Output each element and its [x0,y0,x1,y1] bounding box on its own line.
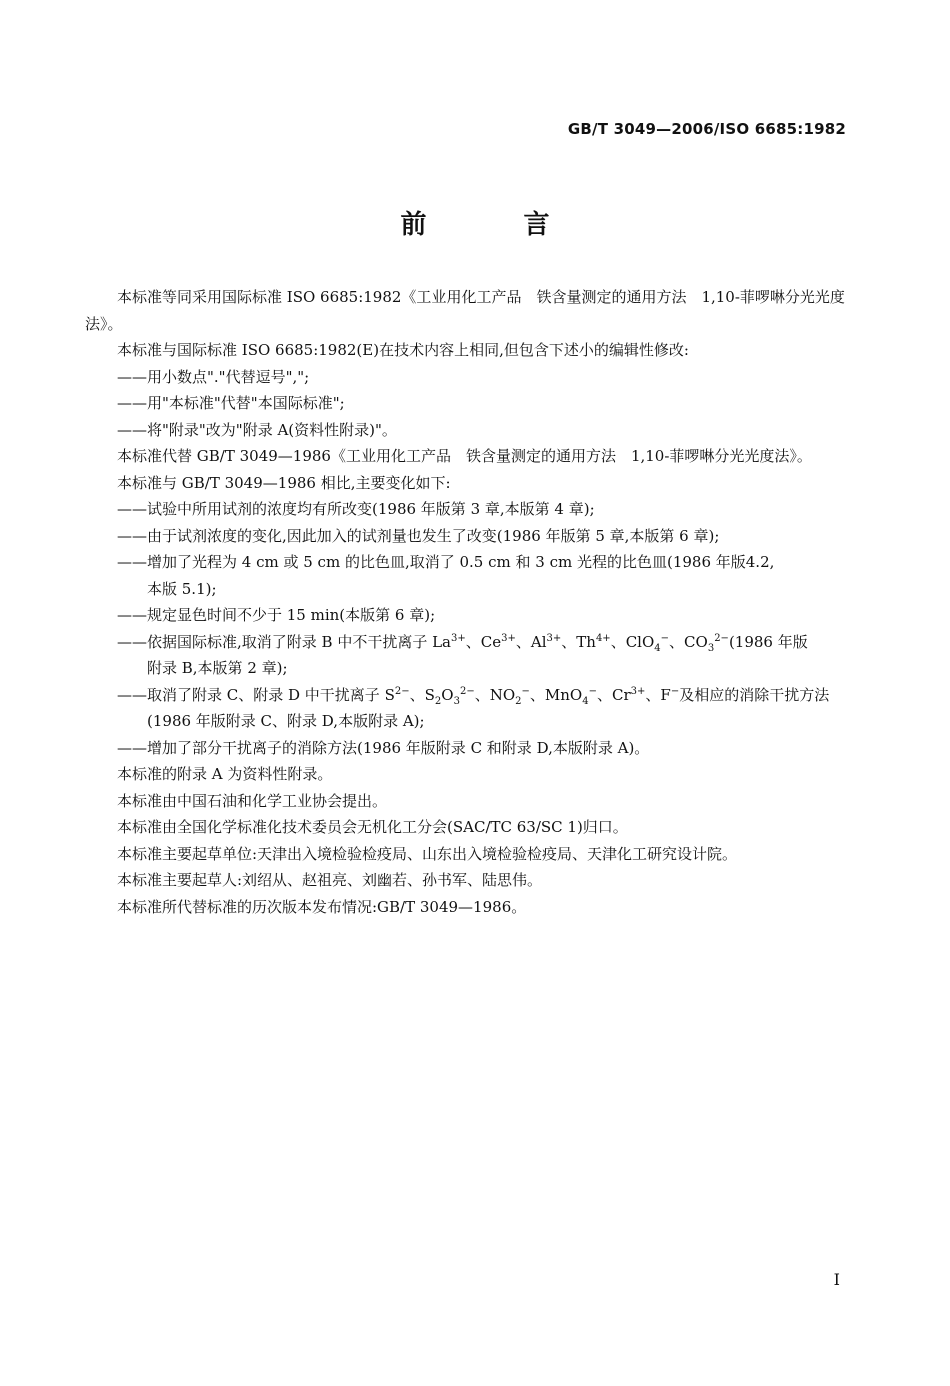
list-item [85,629,850,682]
list-item-continuation: (1986 年版附录 C、附录 D,本版附录 A); [147,712,425,730]
list-item [85,682,850,735]
list-item: ——规定显色时间不少于 15 min(本版第 6 章); [117,606,436,624]
page-title: 前 言 [400,210,594,240]
paragraph-replaces: 本标准代替 GB/T 3049—1986《工业用化工产品 铁含量测定的通用方法 1,10-菲啰啉分光光度法》。 [117,447,812,465]
paragraph-drafting-units: 本标准主要起草单位:天津出入境检验检疫局、山东出入境检验检疫局、天津化工研究设计院。 [117,844,738,863]
list-item-continuation: 附录 B,本版第 2 章); [147,659,288,677]
list-item: ——将"附录"改为"附录 A(资料性附录)"。 [117,420,397,439]
paragraph-committee: 本标准由全国化学标准化技术委员会无机化工分会(SAC/TC 63/SC 1)归口。 [117,818,628,836]
list-item-line: ——增加了光程为 4 cm 或 5 cm 的比色皿,取消了 0.5 cm 和 3 cm 光程的比色皿(1986 年版4.2, [117,553,775,571]
paragraph-adoption: 本标准等同采用国际标准 ISO 6685:1982《工业用化工产品 铁含量测定的通用方法 1,10-菲啰啉分光光度法》。 [85,288,845,333]
list-item: ——用"本标准"代替"本国际标准"; [117,394,345,412]
paragraph-editorial-changes: 本标准与国际标准 ISO 6685:1982(E)在技术内容上相同,但包含下述小的编辑性修改: [117,341,689,359]
list-item: ——试验中所用试剂的浓度均有所改变(1986 年版第 3 章,本版第 4 章); [117,500,595,518]
standard-code-header: GB/T 3049—2006/ISO 6685:1982 [567,120,846,138]
paragraph-proposed-by: 本标准由中国石油和化学工业协会提出。 [117,791,388,810]
paragraph-main-changes: 本标准与 GB/T 3049—1986 相比,主要变化如下: [117,473,451,492]
foreword-body [85,284,850,920]
list-item: ——用小数点"."代替逗号","; [117,367,310,386]
list-item [85,549,850,602]
list-item-line: ——依据国际标准,取消了附录 B 中不干扰离子 $La^{3+}$、$Ce^{3+}$、$Al^{3+}$、$Th^{4+}$、ClO$_4$−、$CO_3^{2-}(1986$ 年版 [117,632,808,654]
list-item-continuation: 本版 5.1); [147,579,217,598]
paragraph-annex: 本标准的附录 A 为资料性附录。 [117,765,333,783]
page-number: I [833,1270,840,1289]
list-item: ——增加了部分干扰离子的消除方法(1986 年版附录 C 和附录 D,本版附录 A)。 [117,738,650,757]
list-item-line: ——取消了附录 C、附录 D 中干扰离子 $S^{2-}$、$S_2O_3^{2-}$、$NO_2^-$、MnO$_4$−、$Cr^{3+}$、F−及相应的消除干扰方法 [117,685,830,707]
paragraph-drafters: 本标准主要起草人:刘绍从、赵祖亮、刘幽若、孙书军、陆思伟。 [117,871,543,889]
paragraph-previous-editions: 本标准所代替标准的历次版本发布情况:GB/T 3049—1986。 [117,897,527,916]
list-item: ——由于试剂浓度的变化,因此加入的试剂量也发生了改变(1986 年版第 5 章,本版第 6 章); [117,526,720,545]
